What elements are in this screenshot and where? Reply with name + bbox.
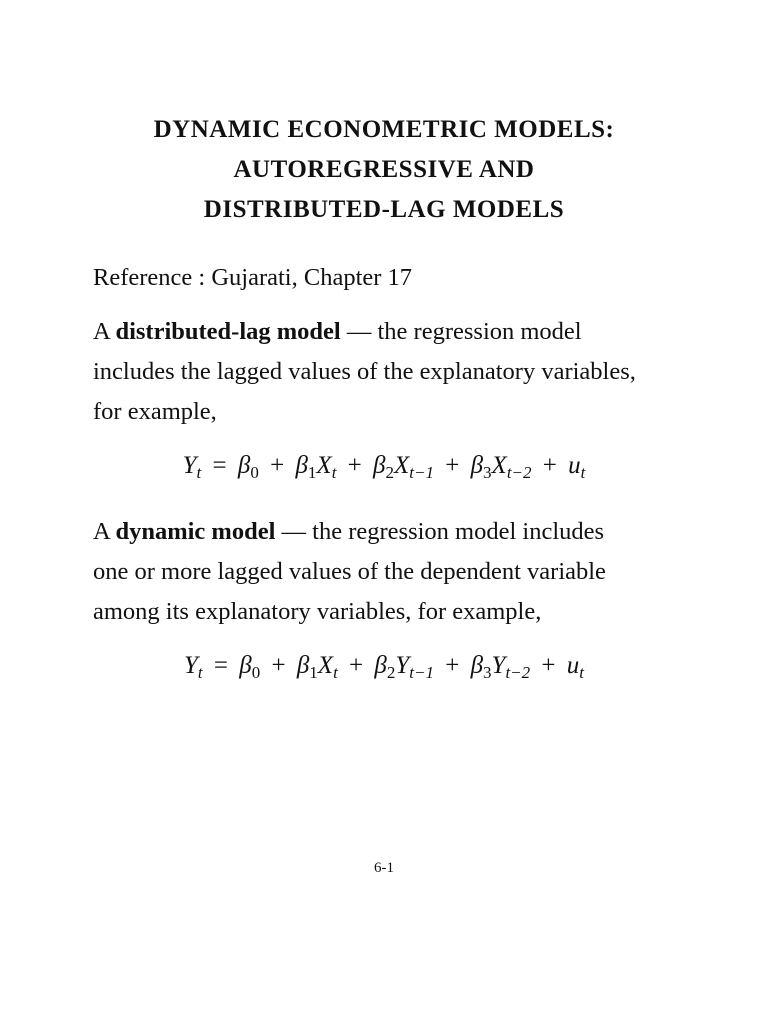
eq2-y-lag2: Y — [491, 652, 506, 679]
para1-lead: A — [93, 318, 116, 345]
eq1-plus-2: + — [347, 452, 362, 479]
para2-lead: A — [93, 518, 116, 545]
eq2-beta1-sub: 1 — [309, 663, 318, 682]
eq1-plus-4: + — [542, 452, 557, 479]
term-dynamic-model: dynamic model — [115, 518, 276, 545]
para2-line2: one or more lagged values of the dependent variable — [93, 558, 606, 585]
title-line-1: DYNAMIC ECONOMETRIC MODELS: — [153, 116, 615, 143]
eq1-lhs-sub: t — [196, 463, 202, 482]
para1-line1-rest: — the regression model — [340, 318, 582, 345]
eq2-plus-3: + — [445, 652, 460, 679]
eq2-y-lag2-sub: t−2 — [505, 663, 531, 682]
eq1-beta0: β — [237, 452, 251, 479]
eq1-x-lag2: X — [491, 452, 507, 479]
eq1-x-lag1-sub: t−1 — [409, 463, 434, 482]
eq2-plus-2: + — [349, 652, 364, 679]
eq1-plus-1: + — [270, 452, 285, 479]
distributed-lag-paragraph — [93, 312, 693, 432]
eq1-beta1-sub: 1 — [307, 463, 317, 482]
dynamic-model-paragraph — [93, 512, 693, 632]
eq2-error-sub: t — [579, 663, 584, 682]
eq1-plus-3: + — [445, 452, 460, 479]
eq2-plus-1: + — [271, 652, 286, 679]
eq1-error: u — [568, 452, 581, 479]
eq1-x-sub: t — [331, 463, 337, 482]
eq1-x-lag2-sub: t−2 — [506, 463, 532, 482]
eq2-plus-4: + — [541, 652, 556, 679]
eq1-lhs-var: Y — [182, 452, 197, 479]
eq2-beta3: β — [470, 652, 484, 679]
eq2-beta0: β — [239, 652, 252, 679]
eq2-x-sub: t — [333, 663, 338, 682]
eq2-error: u — [566, 652, 580, 679]
reference-line: Reference : Gujarati, Chapter 17 — [93, 264, 413, 291]
eq1-error-sub: t — [580, 463, 586, 482]
dynamic-model-equation — [0, 646, 768, 686]
eq2-beta1: β — [296, 652, 310, 679]
para2-line3: among its explanatory variables, for example, — [93, 598, 542, 625]
distributed-lag-equation — [0, 446, 768, 486]
para1-line3: for example, — [93, 398, 217, 425]
eq1-x: X — [316, 452, 332, 479]
page-number: 6-1 — [374, 860, 394, 876]
eq2-y-lag1: Y — [395, 652, 410, 679]
eq2-beta3-sub: 3 — [483, 663, 492, 682]
term-distributed-lag-model: distributed-lag model — [115, 318, 341, 345]
para1-line2: includes the lagged values of the explanatory variables, — [93, 358, 636, 385]
eq1-beta3-sub: 3 — [483, 463, 492, 482]
eq1-x-lag1: X — [393, 452, 410, 479]
slide-title — [0, 110, 768, 230]
eq1-equals: = — [212, 452, 227, 479]
eq2-lhs-var: Y — [184, 652, 198, 679]
title-line-3: DISTRIBUTED-LAG MODELS — [203, 196, 565, 223]
eq2-x: X — [317, 652, 334, 679]
eq1-beta1: β — [295, 452, 308, 479]
eq2-beta0-sub: 0 — [251, 663, 261, 682]
eq2-equals: = — [213, 652, 229, 679]
eq1-beta3: β — [470, 452, 484, 479]
eq2-beta2: β — [374, 652, 387, 679]
title-line-2: AUTOREGRESSIVE AND — [233, 156, 535, 183]
eq1-beta2-sub: 2 — [385, 463, 394, 482]
eq2-lhs-sub: t — [197, 663, 203, 682]
eq2-y-lag1-sub: t−1 — [409, 663, 434, 682]
para2-line1-rest: — the regression model includes — [275, 518, 605, 545]
eq1-beta0-sub: 0 — [250, 463, 259, 482]
eq1-beta2: β — [373, 452, 386, 479]
eq2-beta2-sub: 2 — [386, 663, 396, 682]
